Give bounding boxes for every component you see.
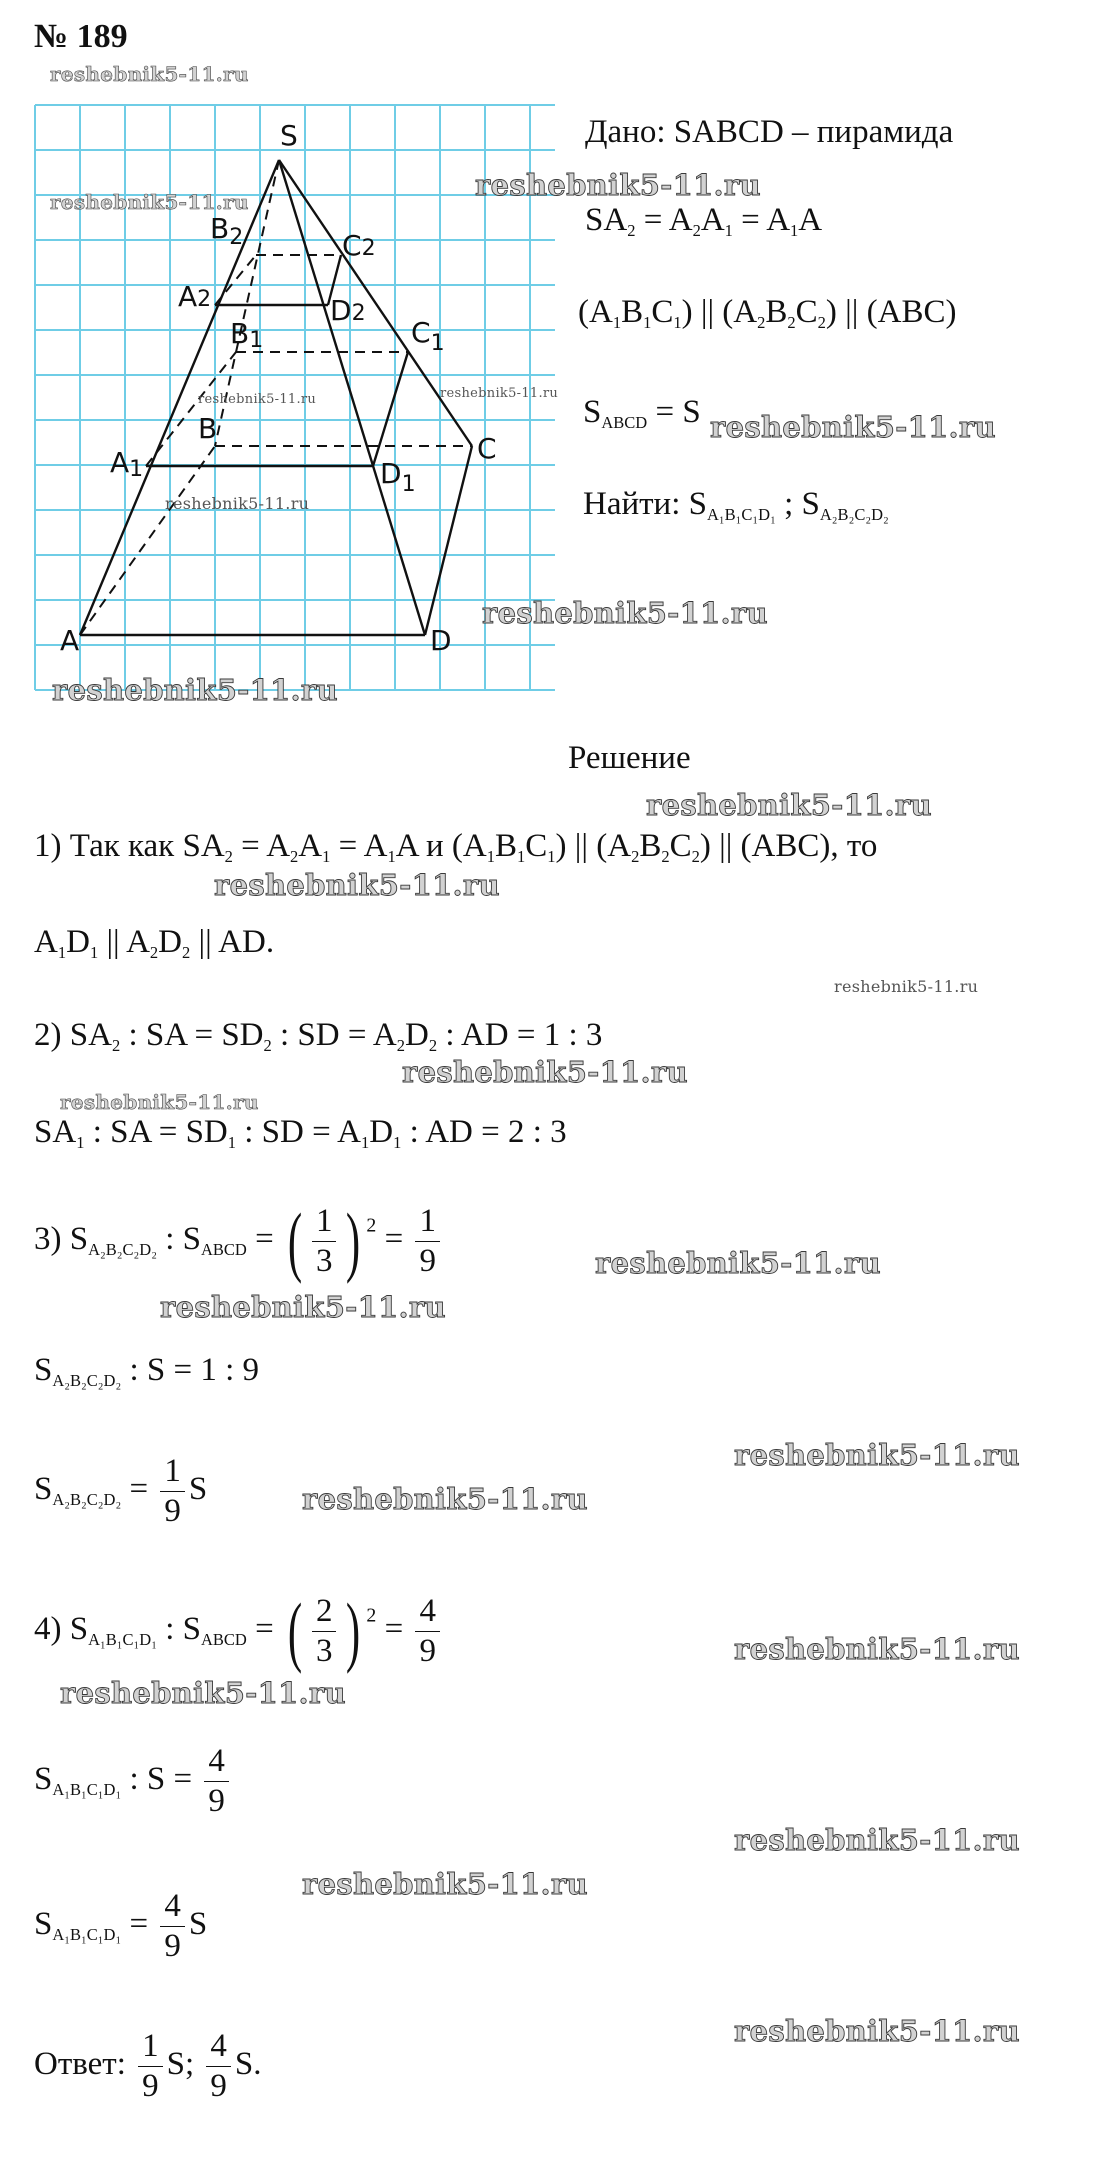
watermark: reshebnik5-11.ru xyxy=(402,1055,688,1089)
problem-number: № 189 xyxy=(34,18,128,55)
step-1-result: $A_1D_1$ || $A_2D_2$ || AD. xyxy=(34,924,275,962)
watermark: reshebnik5-11.ru xyxy=(440,386,559,401)
step-3: 3) $S_{A_2B_2C_2D_2}$ : $S_{ABCD}$ = ( $\frac{1}{3}$ ) $^2$ = $\frac{1}{9}$ xyxy=(34,1205,444,1278)
watermark: reshebnik5-11.ru xyxy=(734,1438,1020,1472)
watermark: reshebnik5-11.ru xyxy=(198,392,317,407)
edge-D1C1 xyxy=(373,352,408,466)
step-4: 4) $S_{A_1B_1C_1D_1}$ : $S_{ABCD}$ = ( $\frac{2}{3}$ ) $^2$ = $\frac{4}{9}$ xyxy=(34,1595,444,1668)
given-line-2: $(A_1B_1C_1)$ || $(A_2B_2C_2)$ || (ABC) xyxy=(578,294,957,332)
watermark: reshebnik5-11.ru xyxy=(60,1090,259,1114)
watermark: reshebnik5-11.ru xyxy=(302,1867,588,1901)
label-A1: A1 xyxy=(110,446,144,482)
watermark: reshebnik5-11.ru xyxy=(50,62,249,86)
watermark: reshebnik5-11.ru xyxy=(160,1290,446,1324)
step-4b: $S_{A_1B_1C_1D_1}$ : S = $\frac{4}{9}$ xyxy=(34,1745,233,1818)
label-A: A xyxy=(60,624,80,657)
step-3c: $S_{A_2B_2C_2D_2}$ = $\frac{1}{9}$ S xyxy=(34,1453,208,1529)
label-C: C xyxy=(477,432,497,465)
watermark: reshebnik5-11.ru xyxy=(734,1823,1020,1857)
label-B: B xyxy=(198,412,218,445)
label-D: D xyxy=(430,624,452,657)
watermark: reshebnik5-11.ru xyxy=(214,868,500,902)
watermark: reshebnik5-11.ru xyxy=(482,596,768,630)
watermark: reshebnik5-11.ru xyxy=(710,410,996,444)
label-B1: B1 xyxy=(230,317,264,353)
label-D2: D2 xyxy=(330,294,366,327)
step-2a: 2) $SA_2$ : SA = $SD_2$ : SD = $A_2D_2$ : AD = 1 : 3 xyxy=(34,1017,603,1055)
label-A2: A2 xyxy=(178,280,212,313)
watermark: reshebnik5-11.ru xyxy=(60,1676,346,1710)
watermark: reshebnik5-11.ru xyxy=(734,1632,1020,1666)
watermark: reshebnik5-11.ru xyxy=(50,190,249,214)
step-2b: $SA_1$ : SA = $SD_1$ : SD = $A_1D_1$ : AD = 2 : 3 xyxy=(34,1114,567,1152)
step-1: 1) Так как $SA_2 = A_2A_1 = A_1A$ и $(A_1B_1C_1)$ || $(A_2B_2C_2)$ || (ABC), то xyxy=(34,828,878,866)
edge-DC xyxy=(425,446,472,635)
watermark: reshebnik5-11.ru xyxy=(834,977,979,996)
step-4c: $S_{A_1B_1C_1D_1}$ = $\frac{4}{9}$ S xyxy=(34,1888,208,1964)
find-line: Найти: $S_{A_1B_1C_1D_1}$ ; $S_{A_2B_2C_2D_2}$ xyxy=(583,486,889,524)
watermark: reshebnik5-11.ru xyxy=(734,2014,1020,2048)
watermark: reshebnik5-11.ru xyxy=(475,168,761,202)
watermark: reshebnik5-11.ru xyxy=(165,494,310,513)
given-line-3: $S_{ABCD} = S$ xyxy=(583,394,701,432)
given-line-1: $SA_2 = A_2A_1 = A_1A$ xyxy=(585,202,823,240)
label-S: S xyxy=(280,119,298,152)
watermark: reshebnik5-11.ru xyxy=(646,788,932,822)
watermark: reshebnik5-11.ru xyxy=(52,673,338,707)
label-C2: C2 xyxy=(342,229,376,262)
solution-title: Решение xyxy=(568,740,691,776)
watermark: reshebnik5-11.ru xyxy=(595,1246,881,1280)
label-D1: $D_1$ xyxy=(380,457,416,497)
label-B2: $B_2$ xyxy=(210,212,244,250)
watermark: reshebnik5-11.ru xyxy=(302,1482,588,1516)
step-3b: $S_{A_2B_2C_2D_2}$ : S = 1 : 9 xyxy=(34,1352,260,1390)
label-C1: $C_1$ xyxy=(411,316,445,356)
given-title: Дано: SABCD – пирамида xyxy=(585,114,954,150)
answer: Ответ: $\frac{1}{9}$ S; $\frac{4}{9}$ S. xyxy=(34,2028,262,2104)
